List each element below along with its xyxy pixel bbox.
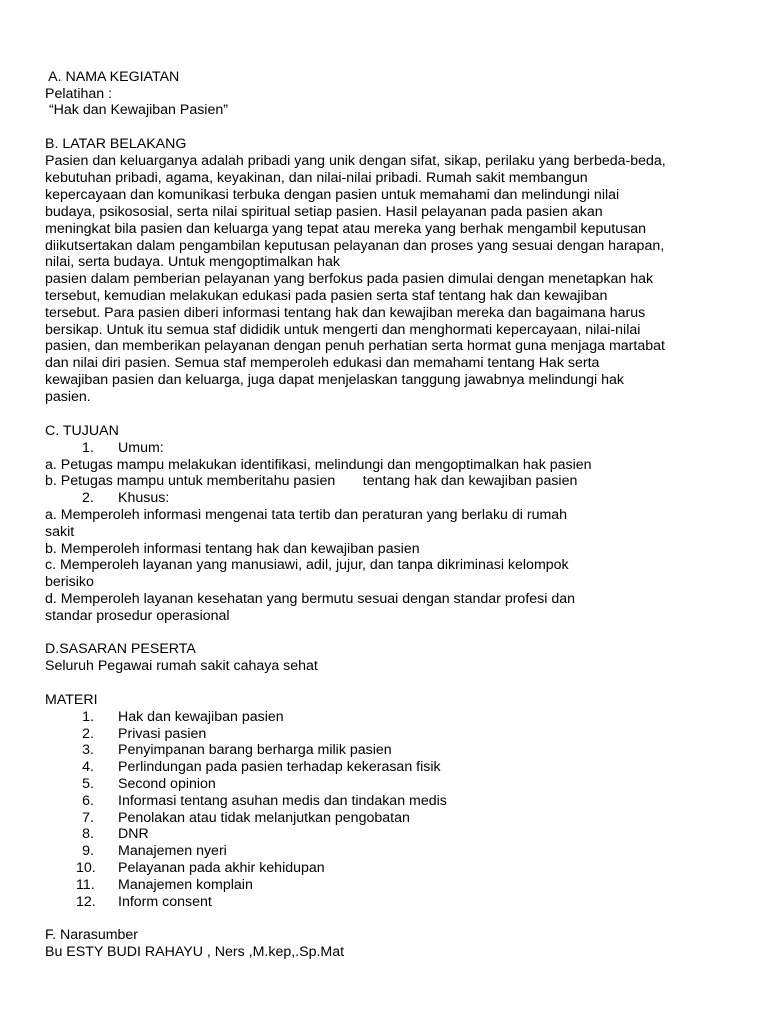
materi-heading: MATERI (45, 692, 98, 708)
materi-item-number: 5. (82, 776, 94, 792)
participants-text: Seluruh Pegawai rumah sakit cahaya sehat (45, 658, 318, 674)
section-a-heading: A. NAMA KEGIATAN (45, 69, 180, 85)
materi-item-text: Second opinion (118, 776, 216, 792)
goal-specific-item: c. Memperoleh layanan yang manusiawi, adil, jujur, dan tanpa dikriminasi kelompok (45, 557, 569, 573)
materi-item-text: Hak dan kewajiban pasien (118, 709, 284, 725)
materi-item-number: 10. (76, 860, 96, 876)
materi-item-text: Pelayanan pada akhir kehidupan (118, 860, 325, 876)
background-line: budaya, psikososial, serta nilai spiritual setiap pasien. Hasil pelayanan pada pasien akan (45, 204, 603, 220)
materi-item-text: Perlindungan pada pasien terhadap kekerasan fisik (118, 759, 441, 775)
background-line: tersebut. Para pasien diberi informasi tentang hak dan kewajiban mereka dan bagaimana harus (45, 305, 646, 321)
training-label: Pelatihan : (45, 86, 113, 102)
background-line: dan nilai diri pasien. Semua staf memperoleh edukasi dan memahami tentang Hak serta (45, 355, 600, 371)
goal-general-item: b. Petugas mampu untuk memberitahu pasien tentang hak dan kewajiban pasien (45, 473, 578, 489)
materi-item-text: Inform consent (118, 894, 212, 910)
materi-item-number: 2. (82, 726, 94, 742)
goal-specific-item: sakit (45, 524, 75, 540)
materi-item-text: Penyimpanan barang berharga milik pasien (118, 742, 392, 758)
materi-item-number: 12. (76, 894, 96, 910)
section-f-heading: F. Narasumber (45, 927, 139, 943)
training-title: “Hak dan Kewajiban Pasien” (45, 102, 228, 118)
materi-item-text: Privasi pasien (118, 726, 207, 742)
background-line: kewajiban pasien dan keluarga, juga dapat menjelaskan tanggung jawabnya melindungi hak (45, 372, 624, 388)
section-c-heading: C. TUJUAN (45, 423, 119, 439)
background-line: diikutsertakan dalam pengambilan keputusan pelayanan dan proses yang sesuai dengan harapan, (45, 238, 665, 254)
materi-item-text: Manajemen komplain (118, 877, 253, 893)
materi-item-number: 11. (76, 877, 95, 893)
materi-item-number: 7. (82, 810, 94, 826)
materi-item-number: 6. (82, 793, 94, 809)
speaker-name: Bu ESTY BUDI RAHAYU , Ners ,M.kep,.Sp.Mat (45, 944, 345, 960)
materi-item-number: 4. (82, 759, 94, 775)
goal-general-label: Umum: (118, 440, 164, 456)
background-line: kepercayaan dan komunikasi terbuka dengan pasien untuk memahami dan melindungi nilai (45, 187, 620, 203)
goal-general-number: 1. (82, 440, 94, 456)
background-line: pasien, dan memberikan pelayanan dengan penuh perhatian serta hormat guna menjaga martabat (45, 338, 665, 354)
goal-specific-item: b. Memperoleh informasi tentang hak dan kewajiban pasien (45, 541, 420, 557)
materi-item-text: DNR (118, 826, 149, 842)
section-d-heading: D.SASARAN PESERTA (45, 641, 196, 657)
goal-specific-item: a. Memperoleh informasi mengenai tata tertib dan peraturan yang berlaku di rumah (45, 507, 568, 523)
background-line: bersikap. Untuk itu semua staf dididik untuk mengerti dan menghormati kepercayaan, nilai-nilai (45, 322, 641, 338)
materi-item-text: Informasi tentang asuhan medis dan tindakan medis (118, 793, 447, 809)
goal-specific-label: Khusus: (118, 490, 170, 506)
goal-specific-number: 2. (82, 490, 94, 506)
background-line: pasien dalam pemberian pelayanan yang berfokus pada pasien dimulai dengan menetapkan hak (45, 271, 654, 287)
goal-specific-item: standar prosedur operasional (45, 608, 230, 624)
materi-item-text: Penolakan atau tidak melanjutkan pengobatan (118, 810, 410, 826)
background-line: Pasien dan keluarganya adalah pribadi yang unik dengan sifat, sikap, perilaku yang berbeda-beda, (45, 153, 666, 169)
background-line: tersebut, kemudian melakukan edukasi pada pasien serta staf tentang hak dan kewajiban (45, 288, 608, 304)
goal-specific-item: berisiko (45, 574, 94, 590)
section-b-heading: B. LATAR BELAKANG (45, 136, 187, 152)
materi-item-text: Manajemen nyeri (118, 843, 227, 859)
goal-general-item: a. Petugas mampu melakukan identifikasi, melindungi dan mengoptimalkan hak pasien (45, 457, 592, 473)
background-line: kebutuhan pribadi, agama, keyakinan, dan nilai-nilai pribadi. Rumah sakit membangun (45, 170, 588, 186)
materi-item-number: 8. (82, 826, 94, 842)
materi-item-number: 9. (82, 843, 94, 859)
materi-item-number: 1. (82, 709, 94, 725)
goal-specific-item: d. Memperoleh layanan kesehatan yang bermutu sesuai dengan standar profesi dan (45, 591, 576, 607)
background-line: pasien. (45, 389, 91, 405)
background-line: nilai, serta budaya. Untuk mengoptimalkan hak (45, 254, 340, 270)
materi-item-number: 3. (82, 742, 94, 758)
background-line: meningkat bila pasien dan keluarga yang tepat atau mereka yang berhak mengambil keputusan (45, 221, 646, 237)
